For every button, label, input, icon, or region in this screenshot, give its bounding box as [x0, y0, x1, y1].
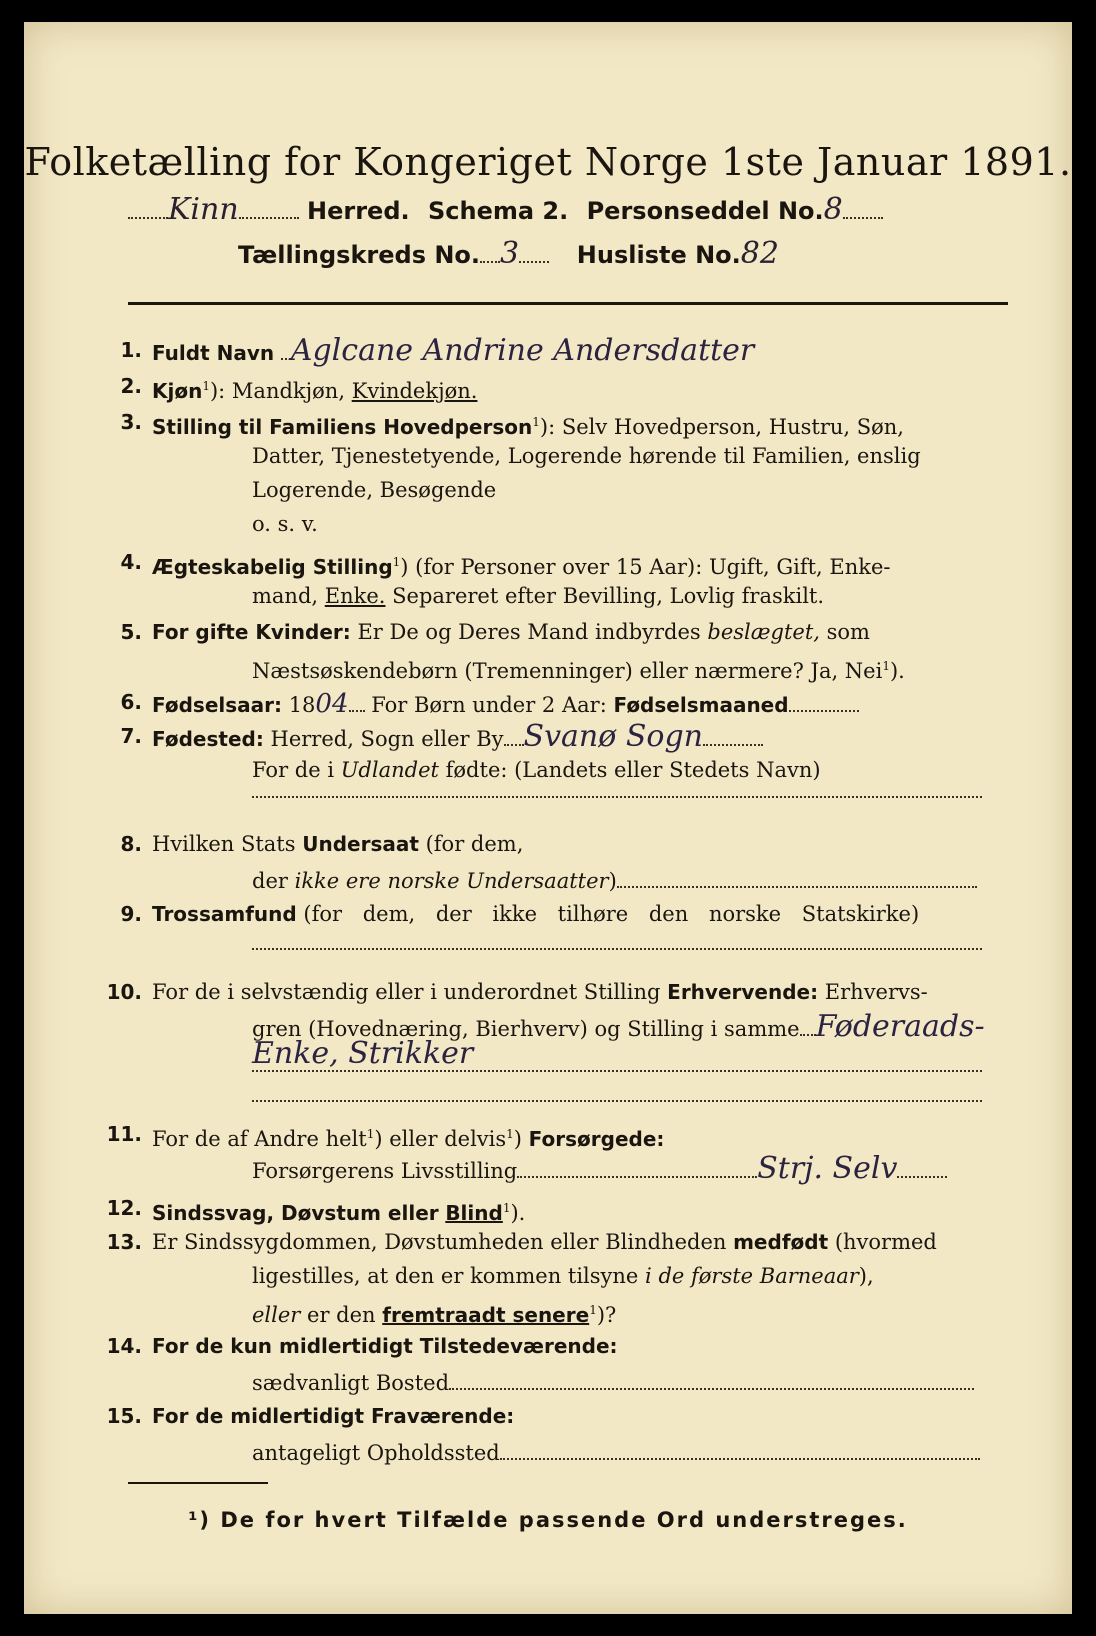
personseddel-label: Personseddel No.: [586, 197, 824, 225]
question-label: Erhvervende:: [667, 980, 819, 1004]
question-8-line-2: der ikke ere norske Undersaatter): [252, 864, 977, 895]
answer-line: [252, 1070, 982, 1072]
text: som: [826, 620, 870, 644]
question-15-line-2: [252, 1436, 980, 1467]
text: For de i: [252, 758, 335, 782]
header-herred-line: [128, 192, 883, 227]
kreds-label: Tællingskreds No.: [238, 241, 481, 269]
text: der: [252, 869, 288, 893]
question-11-line-2: [252, 1151, 947, 1186]
question-number: 4.: [120, 550, 142, 574]
herred-value: Kinn: [168, 192, 239, 227]
text-italic: beslægtet,: [707, 620, 820, 644]
text: For de i selvstændig eller i underordnet Stilling: [152, 980, 661, 1004]
text: Næstsøskendebørn (Tremenninger) eller nærmere? Ja, Nei: [252, 659, 883, 683]
question-text: ): Mandkjøn,: [209, 379, 345, 403]
question-label: For de kun midlertidigt Tilstedeværende:: [152, 1334, 618, 1358]
question-number: 14.: [106, 1334, 142, 1358]
occupation-value-1: Føderaads-: [815, 1009, 985, 1044]
question-2: 2. Kjøn$^1$): Mandkjøn, Kvindekjøn.: [152, 372, 477, 405]
question-10: [106, 978, 928, 1006]
birth-year-value: 04: [315, 689, 349, 719]
question-11: 11. For de af Andre helt$^1$) eller delvis$^1$) Forsørgede:: [152, 1120, 664, 1153]
enke-underlined: Enke.: [324, 584, 386, 608]
text: Separeret efter Bevilling, Lovlig fraskilt.: [392, 584, 825, 608]
question-number: 5.: [120, 620, 142, 644]
question-number: 13.: [106, 1230, 142, 1254]
question-label: Kjøn: [152, 379, 203, 403]
text: Herred, Sogn eller By: [270, 727, 504, 751]
text: Erhvervs-: [824, 980, 928, 1004]
husliste-value: 82: [740, 236, 779, 271]
question-number: 1.: [120, 338, 142, 362]
text: Er Sindssygdommen, Døvstumheden eller Blindheden: [152, 1230, 727, 1254]
text-italic: ikke ere norske Undersaatter: [294, 869, 609, 893]
question-7-line-2: [252, 756, 821, 784]
question-5: [120, 618, 870, 646]
herred-label: Herred.: [307, 197, 410, 225]
footnote: ¹) De for hvert Tilfælde passende Ord understreges.: [188, 1508, 908, 1532]
kvindekjon-underlined: Kvindekjøn.: [351, 379, 478, 403]
text: Forsørgerens Livsstilling: [252, 1159, 518, 1183]
question-7: [120, 719, 763, 754]
footnote-rule: [128, 1482, 268, 1484]
question-label: Fødested:: [152, 727, 264, 751]
question-label: For gifte Kvinder:: [152, 620, 351, 644]
question-12: 12. Sindssvag, Døvstum eller Blind$^1$).: [152, 1194, 525, 1227]
text: (for dem,: [425, 832, 524, 856]
text-italic: Udlandet: [340, 758, 439, 782]
question-10-line-3: [252, 1036, 474, 1071]
question-13: [106, 1228, 937, 1256]
question-1: [120, 333, 755, 368]
text: mand,: [252, 584, 319, 608]
text: Er De og Deres Mand indbyrdes: [357, 620, 701, 644]
text: antageligt Opholdssted: [252, 1441, 500, 1465]
text: er den: [307, 1303, 376, 1327]
question-label: Undersaat: [302, 832, 419, 856]
provider-value: Strj. Selv: [757, 1151, 898, 1186]
question-label: For de midlertidigt Fraværende:: [152, 1404, 515, 1428]
text: (hvormed: [834, 1230, 937, 1254]
question-label: Sindssvag, Døvstum eller: [152, 1201, 439, 1225]
question-8: [120, 830, 524, 858]
header-kreds-line: [238, 236, 779, 271]
question-label: Fuldt Navn: [152, 341, 275, 365]
question-label: medfødt: [733, 1230, 829, 1254]
question-4-line-2: [252, 582, 824, 610]
text: fødte: (Landets eller Stedets Navn): [445, 758, 821, 782]
text: ).: [510, 1201, 526, 1225]
question-label: fremtraadt senere: [382, 1303, 590, 1327]
text: (for dem, der ikke tilhøre den norske Statskirke): [303, 902, 920, 926]
question-5-line-2: Næstsøskendebørn (Tremenninger) eller nærmere? Ja, Nei$^1$).: [252, 659, 905, 683]
answer-line: [252, 796, 982, 798]
question-label: Fødselsmaaned: [613, 693, 789, 717]
question-text: ): Selv Hovedperson, Hustru, Søn,: [539, 415, 904, 439]
question-number: 9.: [120, 902, 142, 926]
text: ) eller delvis: [374, 1127, 507, 1151]
kreds-value: 3: [500, 236, 520, 271]
question-number: 10.: [106, 980, 142, 1004]
question-label: Ægteskabelig Stilling: [152, 555, 393, 579]
question-13-line-3: eller er den fremtraadt senere$^1$)?: [252, 1303, 617, 1327]
husliste-label: Husliste No.: [576, 241, 741, 269]
census-form: [24, 22, 1072, 1614]
text: sædvanligt Bosted: [252, 1371, 450, 1395]
schema-label: Schema 2.: [427, 197, 569, 225]
question-number: 2.: [120, 374, 142, 398]
question-number: 7.: [120, 724, 142, 748]
text: For Børn under 2 Aar:: [371, 693, 607, 717]
question-3-line-4: o. s. v.: [252, 512, 318, 536]
question-text: ) (for Personer over 15 Aar): Ugift, Gift, Enke-: [400, 555, 891, 579]
question-14: [106, 1332, 618, 1360]
text-italic: i de første Barneaar: [645, 1264, 859, 1288]
full-name-value: Aglcane Andrine Andersdatter: [290, 333, 755, 368]
question-number: 8.: [120, 832, 142, 856]
birthplace-value: Svanø Sogn: [523, 719, 703, 754]
year-prefix: 18: [288, 693, 316, 717]
occupation-value-2: Enke, Strikker: [252, 1036, 474, 1071]
blind-underlined: Blind: [445, 1201, 503, 1225]
question-number: 6.: [120, 690, 142, 714]
question-label: Forsørgede:: [528, 1127, 665, 1151]
question-3: 3. Stilling til Familiens Hovedperson$^1$): Selv Hovedperson, Hustru, Søn,: [152, 408, 904, 441]
text: For de af Andre helt: [152, 1127, 367, 1151]
question-label: Stilling til Familiens Hovedperson: [152, 415, 533, 439]
question-9: [120, 900, 920, 928]
text: ligestilles, at den er kommen tilsyne: [252, 1264, 639, 1288]
question-15: [106, 1402, 515, 1430]
question-13-line-2: ligestilles, at den er kommen tilsyne i de første Barneaar),: [252, 1264, 874, 1288]
header-rule: [128, 302, 1008, 305]
question-number: 3.: [120, 410, 142, 434]
answer-line: [252, 1100, 982, 1102]
question-14-line-2: [252, 1366, 974, 1397]
personseddel-value: 8: [823, 192, 843, 227]
text: )?: [596, 1303, 617, 1327]
question-3-line-2: Datter, Tjenestetyende, Logerende hørende til Familien, enslig: [252, 444, 921, 468]
text: Hvilken Stats: [152, 832, 296, 856]
question-6: [120, 688, 859, 719]
question-label: Trossamfund: [152, 902, 297, 926]
question-number: 11.: [106, 1122, 142, 1146]
text: gren (Hovednæring, Bierhverv) og Stilling i samme: [252, 1017, 800, 1041]
question-number: 15.: [106, 1404, 142, 1428]
question-4: 4. Ægteskabelig Stilling$^1$) (for Personer over 15 Aar): Ugift, Gift, Enke-: [152, 548, 891, 581]
question-3-line-3: Logerende, Besøgende: [252, 478, 497, 502]
question-number: 12.: [106, 1196, 142, 1220]
text-italic: eller: [252, 1303, 301, 1327]
question-label: Fødselsaar:: [152, 693, 282, 717]
answer-line: [252, 948, 982, 950]
form-title: Folketælling for Kongeriget Norge 1ste Januar 1891.: [24, 140, 1072, 184]
